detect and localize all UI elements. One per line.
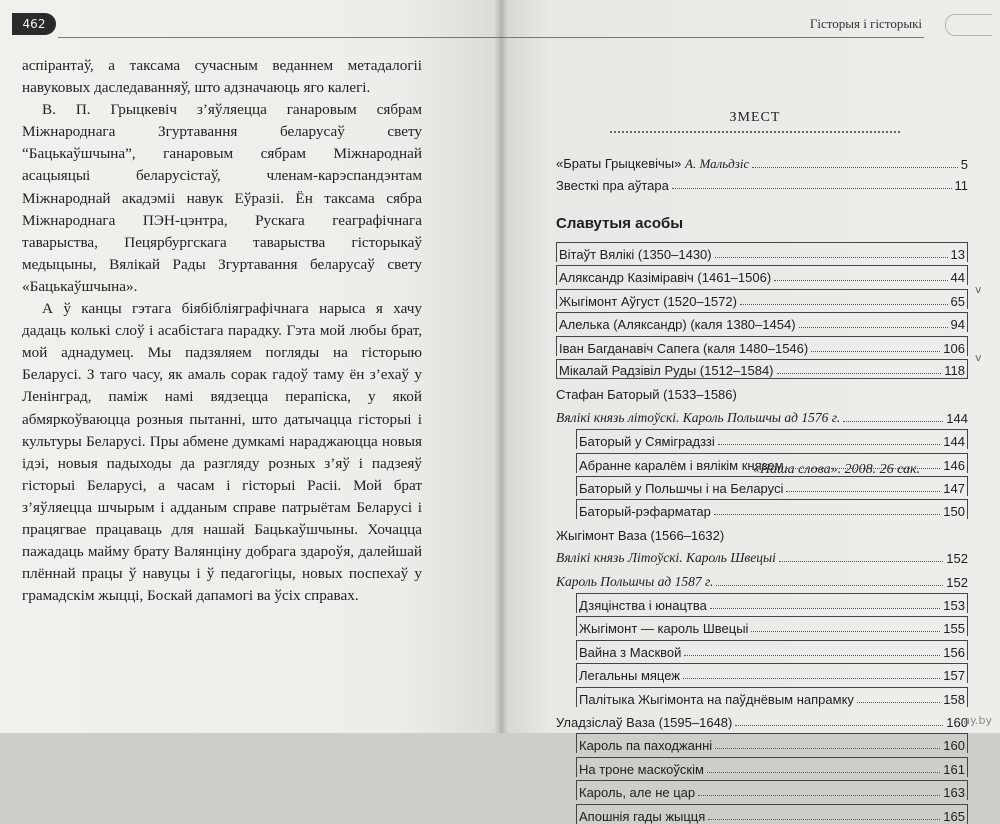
- page-tab-mark: [945, 14, 992, 36]
- page-number: 462: [12, 13, 56, 35]
- toc-page-number: 118: [944, 363, 965, 378]
- toc-entry: [576, 757, 968, 777]
- toc-entry: [576, 687, 968, 707]
- toc-page-number: 152: [946, 551, 968, 567]
- dot-leader: [843, 421, 943, 422]
- toc-entry: [556, 173, 968, 193]
- paragraph: А ў канцы гэтага біябібліяграфічнага нарыса я хачу дадаць колькі слоў і асабістага парадку. Гэта мой любы брат, мой аднадумец. Мы падзяляем погляды на гісторыю Беларусі. З таго часу, як амаль сорак гадоў таму ён з’ехаў у Ленінград, паміж намі вядзецца перапіска, у якой абмяркоўваюцца розныя пытанні, што датычацца гісторыі і культуры Беларусі. Пры абмене думкамі нараджаюцца новыя ідэі, новыя падыходы да разгляду розных з’яў і падзеяў гісторыі Беларусі, а часам і гісторыі Расіі. Мой брат з’яўляецца шчырым і адданым справе патрыётам Беларусі і працягвае працаваць для нашай Бацькаўшчыны. Хочацца пажадаць майму брату Валянціну добрага здароўя, далейшай плённай працы ў навуцы і ў педагогіцы, новых поспехаў у грамадскім жыцці, Боскай дапамогі ва ўсіх справах.: [22, 300, 422, 605]
- toc-entry: [576, 640, 968, 660]
- dot-leader: [698, 795, 940, 796]
- running-title: Гісторыя і гісторыкі: [809, 16, 922, 31]
- toc-entry-title: Аляксандр Казіміравіч (1461–1506): [559, 270, 772, 286]
- toc-page-number: 152: [946, 574, 968, 590]
- toc-entry-title: Баторый у Польшчы і на Беларусі: [579, 481, 784, 496]
- toc-entry-title: Апошнія гады жыцця: [579, 808, 706, 824]
- toc-page-number: 106: [943, 340, 965, 356]
- book-gutter: [494, 0, 508, 733]
- toc-entry-title: Стафан Баторый (1533–1586): [556, 387, 737, 403]
- watermark: ay.by: [963, 714, 992, 727]
- toc-entry-title: Жыгімонт — кароль Швецыі: [579, 621, 749, 637]
- toc-entry-title: Іван Багданавіч Сапега (каля 1480–1546): [559, 340, 809, 356]
- dot-leader: [707, 772, 940, 773]
- toc-entry-title: Палітыка Жыгімонта на паўднёвым напрамку: [579, 691, 854, 707]
- toc-page-number: 94: [950, 317, 965, 333]
- dot-leader: [811, 351, 940, 352]
- toc-entry: [556, 570, 968, 590]
- dot-leader: [715, 748, 940, 749]
- source-citation: «Наша слова». 2008. 26 сак.: [752, 462, 920, 477]
- dot-leader: [683, 678, 940, 679]
- toc-entry: [556, 312, 968, 332]
- toc-entry-title: Уладзіслаў Ваза (1595–1648): [556, 715, 733, 730]
- toc-entry-title: Вялікі князь Літоўскі. Кароль Швецыі: [556, 550, 776, 566]
- toc-entry-title: Вітаўт Вялікі (1350–1430): [559, 247, 712, 262]
- toc-entry-title: Звесткі пра аўтара: [556, 178, 669, 193]
- toc-entry: [576, 593, 968, 613]
- toc-page-number: 161: [943, 761, 965, 777]
- toc-entry: [556, 359, 968, 379]
- toc-entry: [556, 406, 968, 426]
- toc-entry: [556, 242, 968, 262]
- toc-entry: [576, 733, 968, 753]
- toc-page-number: 160: [946, 715, 968, 730]
- toc-entry: [576, 616, 968, 636]
- toc-entry-title: Вайна з Масквой: [579, 644, 682, 660]
- dot-leader: [708, 819, 940, 820]
- toc-page-number: 11: [954, 178, 968, 193]
- dot-leader: [774, 280, 947, 281]
- dot-leader: [751, 631, 940, 632]
- header-rule: [58, 37, 924, 38]
- toc-entry-title: Дзяцінства і юнацтва: [579, 598, 707, 613]
- toc-entry: [556, 265, 968, 285]
- dot-leader: [752, 167, 958, 168]
- toc-page-number: 5: [960, 157, 968, 172]
- toc-page-number: 163: [943, 785, 965, 801]
- dot-leader: [735, 725, 943, 726]
- paragraph: аспірантаў, а таксама сучасным веданнем метадалогіі навуковых даследаванняў, што адзначаюць яго калегі.: [22, 57, 422, 97]
- toc-page-number: 13: [950, 247, 965, 262]
- toc-entry: [556, 336, 968, 356]
- dot-leader: [787, 468, 941, 469]
- toc-entry: [556, 382, 968, 402]
- toc-page-number: 150: [943, 504, 965, 520]
- toc-entry-title: Абранне каралём і вялікім князем: [579, 457, 784, 473]
- dot-leader: [672, 188, 952, 189]
- toc-entry-title: На троне маскоўскім: [579, 761, 704, 777]
- dot-leader: [857, 702, 940, 703]
- toc-heading-rule: [610, 131, 900, 133]
- toc-page-number: 147: [943, 481, 965, 496]
- toc-entry: [556, 152, 968, 172]
- toc-entry-title: Кароль па паходжанні: [579, 738, 713, 754]
- toc-entry: [576, 429, 968, 449]
- paragraph: В. П. Грыцкевіч з’яўляецца ганаровым сябрам Міжнароднага Згуртавання беларусаў свету “Бацькаўшчына”, ганаровым сябрам Міжнароднай асацыяцыі беларусістаў, членам-карэспандэнтам Міжнароднай акадэміі навук Еўразіі. Ён таксама сябра Міжнароднага ПЭН-цэнтра, Рускага геаграфічнага таварыства, Пецярбургскага таварыства гісторыкаў медыцыны, Вялікай Рады Згуртавання беларусаў свету «Бацькаўшчына».: [22, 101, 422, 295]
- dot-leader: [777, 373, 942, 374]
- toc-entry: [576, 663, 968, 683]
- toc-page-number: 160: [943, 738, 965, 754]
- toc-entry: [576, 804, 968, 824]
- dot-leader: [714, 514, 940, 515]
- toc-page-number: 44: [950, 270, 965, 286]
- dot-leader: [740, 304, 948, 305]
- toc-entry-author: А. Мальдзіс: [685, 156, 750, 171]
- toc-entry-title: Баторый-рэфарматар: [579, 504, 711, 520]
- margin-mark: v: [975, 351, 982, 364]
- toc-entry-title: Жыгімонт Аўгуст (1520–1572): [559, 293, 737, 309]
- toc-page-number: 155: [943, 621, 965, 637]
- toc-entry-title: Легальны мяцеж: [579, 668, 680, 684]
- dot-leader: [684, 655, 940, 656]
- toc-entry: [576, 476, 968, 496]
- dot-leader: [779, 561, 943, 562]
- toc-page-number: 157: [943, 668, 965, 684]
- toc-page-number: 144: [946, 410, 968, 426]
- toc-entry-title: Кароль Польшчы ад 1587 г.: [556, 573, 714, 589]
- dot-leader: [716, 585, 943, 586]
- dot-leader: [799, 327, 948, 328]
- toc-entry: [556, 710, 968, 730]
- body-text: [22, 55, 422, 607]
- toc-section-title: Славутыя асобы: [556, 215, 684, 232]
- toc-entry: [576, 453, 968, 473]
- toc-page-number: 165: [943, 808, 965, 824]
- toc-entry-title: Баторый у Сяміградззі: [579, 434, 715, 450]
- toc-entry: [576, 780, 968, 800]
- toc-entry-title: «Браты Грыцкевічы»: [556, 156, 682, 171]
- toc-entry-title: Алелька (Аляксандр) (каля 1380–1454): [559, 317, 796, 333]
- margin-mark: v: [975, 283, 982, 296]
- toc-entry-title: Мікалай Радзівіл Руды (1512–1584): [559, 363, 774, 378]
- toc-page-number: 156: [943, 644, 965, 660]
- dot-leader: [786, 491, 940, 492]
- toc-entry: [556, 546, 968, 566]
- toc-entry: [556, 289, 968, 309]
- toc-page-number: 144: [943, 434, 965, 450]
- toc-heading: ЗМЕСТ: [729, 110, 781, 125]
- toc-page-number: 153: [943, 598, 965, 613]
- toc-page-number: 65: [950, 293, 965, 309]
- toc-entry-title: Кароль, але не цар: [579, 785, 696, 801]
- toc-entry-title: Вялікі князь літоўскі. Кароль Польшчы ад 1576 г.: [556, 409, 841, 425]
- toc-entry-title: Жыгімонт Ваза (1566–1632): [556, 527, 725, 543]
- dot-leader: [718, 444, 941, 445]
- dot-leader: [710, 608, 940, 609]
- toc-page-number: 146: [943, 457, 965, 473]
- toc-page-number: 158: [943, 691, 965, 707]
- toc-entry: [556, 523, 968, 543]
- dot-leader: [715, 257, 948, 258]
- toc-entry: [576, 499, 968, 519]
